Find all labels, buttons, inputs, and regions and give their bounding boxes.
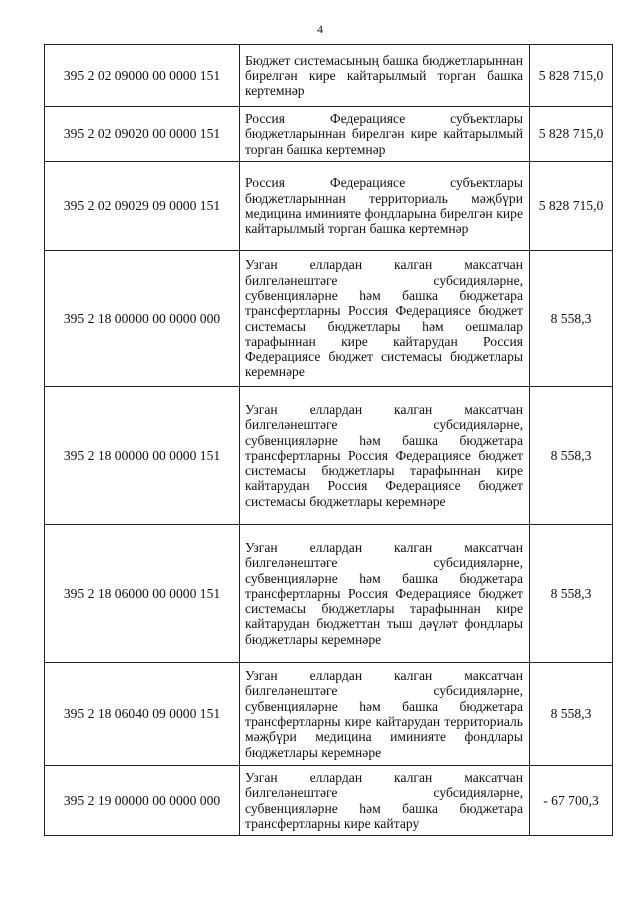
amount-value: 8 558,3 <box>530 663 613 766</box>
amount-value: 8 558,3 <box>530 525 613 663</box>
revenue-description: Узган еллардан калган максатчан билгеләнештәге субсидияләрне, субвенцияләрне һәм башка бюджетара трансфертларны Россия Федерациясе бюджет системасы бюджетлары тарафыннан кире кайтарудан Россия Федерациясе бюджет системасы бюджетлары керемнәре <box>240 387 530 525</box>
revenue-description: Россия Федерациясе субъектлары бюджетларыннан бирелгән кире кайтарылмый торган башка кертемнәр <box>240 107 530 162</box>
amount-value: 5 828 715,0 <box>530 107 613 162</box>
table-row <box>45 766 613 836</box>
table-row <box>45 387 613 525</box>
table-row <box>45 663 613 766</box>
table-row <box>45 107 613 162</box>
amount-value: 5 828 715,0 <box>530 45 613 107</box>
table-row <box>45 251 613 387</box>
amount-value: 8 558,3 <box>530 387 613 525</box>
amount-value: 5 828 715,0 <box>530 162 613 251</box>
budget-classification-code: 395 2 02 09020 00 0000 151 <box>45 107 240 162</box>
page-number: 4 <box>317 22 323 36</box>
budget-classification-code: 395 2 19 00000 00 0000 000 <box>45 766 240 836</box>
budget-classification-code: 395 2 02 09000 00 0000 151 <box>45 45 240 107</box>
budget-classification-code: 395 2 02 09029 09 0000 151 <box>45 162 240 251</box>
amount-value: 8 558,3 <box>530 251 613 387</box>
revenue-description: Узган еллардан калган максатчан билгеләнештәге субсидияләрне, субвенцияләрне һәм башка бюджетара трансфертларны Россия Федерациясе бюджет системасы бюджетлары тарафыннан кире кайтарудан бюджеттан тыш дәүләт фондлары бюджетлары керемнәре <box>240 525 530 663</box>
table-row <box>45 45 613 107</box>
table-row <box>45 525 613 663</box>
revenue-description: Узган еллардан калган максатчан билгеләнештәге субсидияләрне, субвенцияләрне һәм башка бюджетара трансфертларны Россия Федерациясе бюджет системасы бюджетлары һәм оешмалар тарафыннан кире кайтарудан Россия Федерациясе бюджет системасы бюджетлары керемнәре <box>240 251 530 387</box>
budget-classification-code: 395 2 18 06000 00 0000 151 <box>45 525 240 663</box>
revenue-description: Бюджет системасының башка бюджетларыннан бирелгән кире кайтарылмый торган башка кертемнәр <box>240 45 530 107</box>
revenue-description: Узган еллардан калган максатчан билгеләнештәге субсидияләрне, субвенцияләрне һәм башка бюджетара трансфертларны кире кайтарудан территориаль мәҗбүри медицина иминияте фондлары бюджетлары керемнәре <box>240 663 530 766</box>
amount-value: - 67 700,3 <box>530 766 613 836</box>
budget-classification-code: 395 2 18 06040 09 0000 151 <box>45 663 240 766</box>
revenue-description: Россия Федерациясе субъектлары бюджетларыннан территориаль мәҗбүри медицина иминияте фондларына бирелгән кире кайтарылмый торган башка кертемнәр <box>240 162 530 251</box>
revenue-description: Узган еллардан калган максатчан билгеләнештәге субсидияләрне, субвенцияләрне һәм башка бюджетара трансфертларны кире кайтару <box>240 766 530 836</box>
budget-revenue-table <box>44 44 613 836</box>
budget-classification-code: 395 2 18 00000 00 0000 000 <box>45 251 240 387</box>
table-row <box>45 162 613 251</box>
budget-classification-code: 395 2 18 00000 00 0000 151 <box>45 387 240 525</box>
